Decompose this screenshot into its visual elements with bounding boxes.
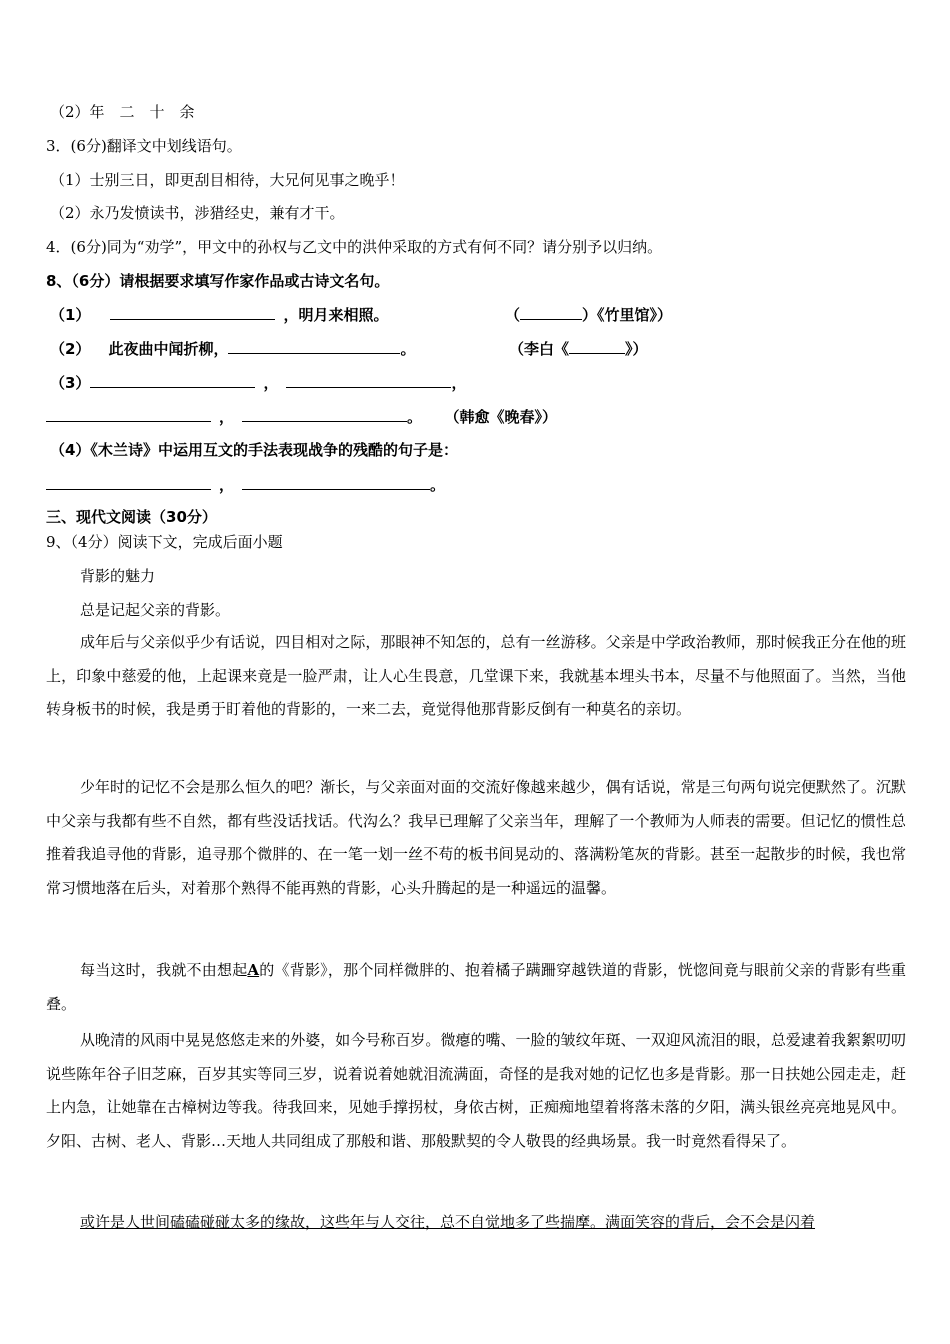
question-3-item-2: （2）永乃发愤读书，涉猎经史，兼有才干。 bbox=[50, 204, 345, 222]
article-paragraph-4: 从晚清的风雨中晃晃悠悠走来的外婆，如今号称百岁。微瘪的嘴、一脸的皱纹年斑、一双迎风流泪的眼，总爱逮着我絮絮叨叨说些陈年谷子旧芝麻，百岁其实等同三岁，说着说着她就泪流满面，奇怪的是我对她的记忆也多是背影。那一日扶她公园走走，赶上内急，让她靠在古樟树边等我。待我回来，见她手撑拐杖，身依古树，正痴痴地望着将落未落的夕阳，满头银丝亮亮地晃风中。夕阳、古树、老人、背影…天地人共同组成了那般和谐、那般默契的令人敬畏的经典场景。我一时竟然看得呆了。 bbox=[46, 1031, 906, 1150]
question-3-item-1: （1）士别三日，即更刮目相待，大兄何见事之晚乎！ bbox=[50, 171, 405, 189]
answer-blank[interactable] bbox=[90, 372, 255, 388]
punctuation: ， bbox=[219, 408, 235, 426]
question-3: 3．(6分)翻译文中划线语句。 bbox=[46, 137, 242, 155]
question-8-line-4: （4）《木兰诗》中运用互文的手法表现战争的残酷的句子是： bbox=[50, 441, 458, 459]
question-8-line-2-source bbox=[509, 338, 648, 359]
source-open: （李白《 bbox=[509, 340, 570, 358]
article-paragraph-2: 少年时的记忆不会是那么恒久的吧？渐长，与父亲面对面的交流好像越来越少，偶有话说，常是三句两句说完便默然了。沉默中父亲与我都有些不自然，都有些没话找话。代沟么？我早已理解了父亲当年，理解了一个教师为人师表的需要。但记忆的惯性总推着我追寻他的背影，追寻那个微胖的、在一笔一划一丝不苟的板书间晃动的、落满粉笔灰的背影。甚至一起散步的时候，我也常常习惯地落在后头，对着那个熟得不能再熟的背影，心头升腾起的是一种遥远的温馨。 bbox=[46, 778, 906, 897]
title-blank[interactable] bbox=[569, 338, 625, 354]
q2-item-2: （2）年 二 十 余 bbox=[50, 103, 195, 121]
question-8-line-3b bbox=[46, 406, 557, 427]
punctuation: ， bbox=[263, 374, 279, 392]
punctuation: ， bbox=[451, 374, 467, 392]
question-8-line-1 bbox=[50, 304, 388, 325]
source-close: 》） bbox=[625, 340, 648, 358]
answer-blank[interactable] bbox=[46, 406, 211, 422]
answer-blank[interactable] bbox=[46, 474, 211, 490]
answer-blank[interactable] bbox=[242, 406, 407, 422]
punctuation: 。 bbox=[430, 476, 446, 494]
question-8-line-3 bbox=[50, 372, 466, 393]
article-paragraph-5-underlined: 或许是人世间磕磕碰碰太多的缘故，这些年与人交往，总不自觉地多了些揣摩。满面笑容的背后，会不会是闪着 bbox=[80, 1213, 816, 1231]
verse-text: 此夜曲中闻折柳， bbox=[108, 340, 229, 358]
article-title: 背影的魅力 bbox=[80, 567, 156, 585]
paragraph-text: 每当这时，我就不由想起 bbox=[80, 961, 248, 979]
question-8-line-2 bbox=[50, 338, 415, 359]
item-number: （1） bbox=[50, 306, 91, 324]
article-paragraph-1: 成年后与父亲似乎少有话说，四目相对之际，那眼神不知怎的，总有一丝游移。父亲是中学政治教师，那时候我正分在他的班上，印象中慈爱的他，上起课来竟是一脸严肃，让人心生畏意，几堂课下来，我就基本埋头书本，尽量不与他照面了。当然，当他转身板书的时候，我是勇于盯着他的背影的，一来二去，竟觉得他那背影反倒有一种莫名的亲切。 bbox=[46, 633, 906, 718]
item-number: （3） bbox=[50, 374, 91, 392]
article-paragraph-3 bbox=[46, 954, 906, 1021]
answer-blank[interactable] bbox=[110, 304, 275, 320]
question-8-title: 8、（6分）请根据要求填写作家作品或古诗文名句。 bbox=[46, 272, 390, 290]
answer-blank[interactable] bbox=[228, 338, 400, 354]
source-open: （ bbox=[505, 306, 521, 324]
section-3-heading: 三、现代文阅读（30分） bbox=[46, 508, 217, 526]
question-9: 9、（4分）阅读下文，完成后面小题 bbox=[46, 533, 283, 551]
punctuation: ， bbox=[219, 476, 235, 494]
punctuation: 。 bbox=[400, 340, 416, 358]
answer-blank[interactable] bbox=[286, 372, 451, 388]
answer-blank[interactable] bbox=[242, 474, 430, 490]
verse-text: ，明月来相照。 bbox=[283, 306, 389, 324]
item-number: （2） bbox=[50, 340, 91, 358]
source: （韩愈《晚春》） bbox=[452, 408, 558, 426]
paragraph-text: 的《背影》，那个同样微胖的、抱着橘子蹒跚穿越铁道的背影，恍惚间竟与眼前父亲的背影有些重叠。 bbox=[46, 961, 906, 1013]
author-blank[interactable] bbox=[520, 304, 582, 320]
question-8-line-1-source bbox=[505, 304, 672, 325]
punctuation: 。 bbox=[407, 408, 423, 426]
question-8-line-4-answer bbox=[46, 474, 445, 495]
article-opening: 总是记起父亲的背影。 bbox=[80, 601, 231, 619]
question-4: 4．(6分)同为“劝学”，甲文中的孙权与乙文中的洪仲采取的方式有何不同？请分别予以归纳。 bbox=[46, 238, 663, 256]
source-close: ）《竹里馆》） bbox=[582, 306, 673, 324]
blank-marker-a: A bbox=[247, 961, 260, 979]
